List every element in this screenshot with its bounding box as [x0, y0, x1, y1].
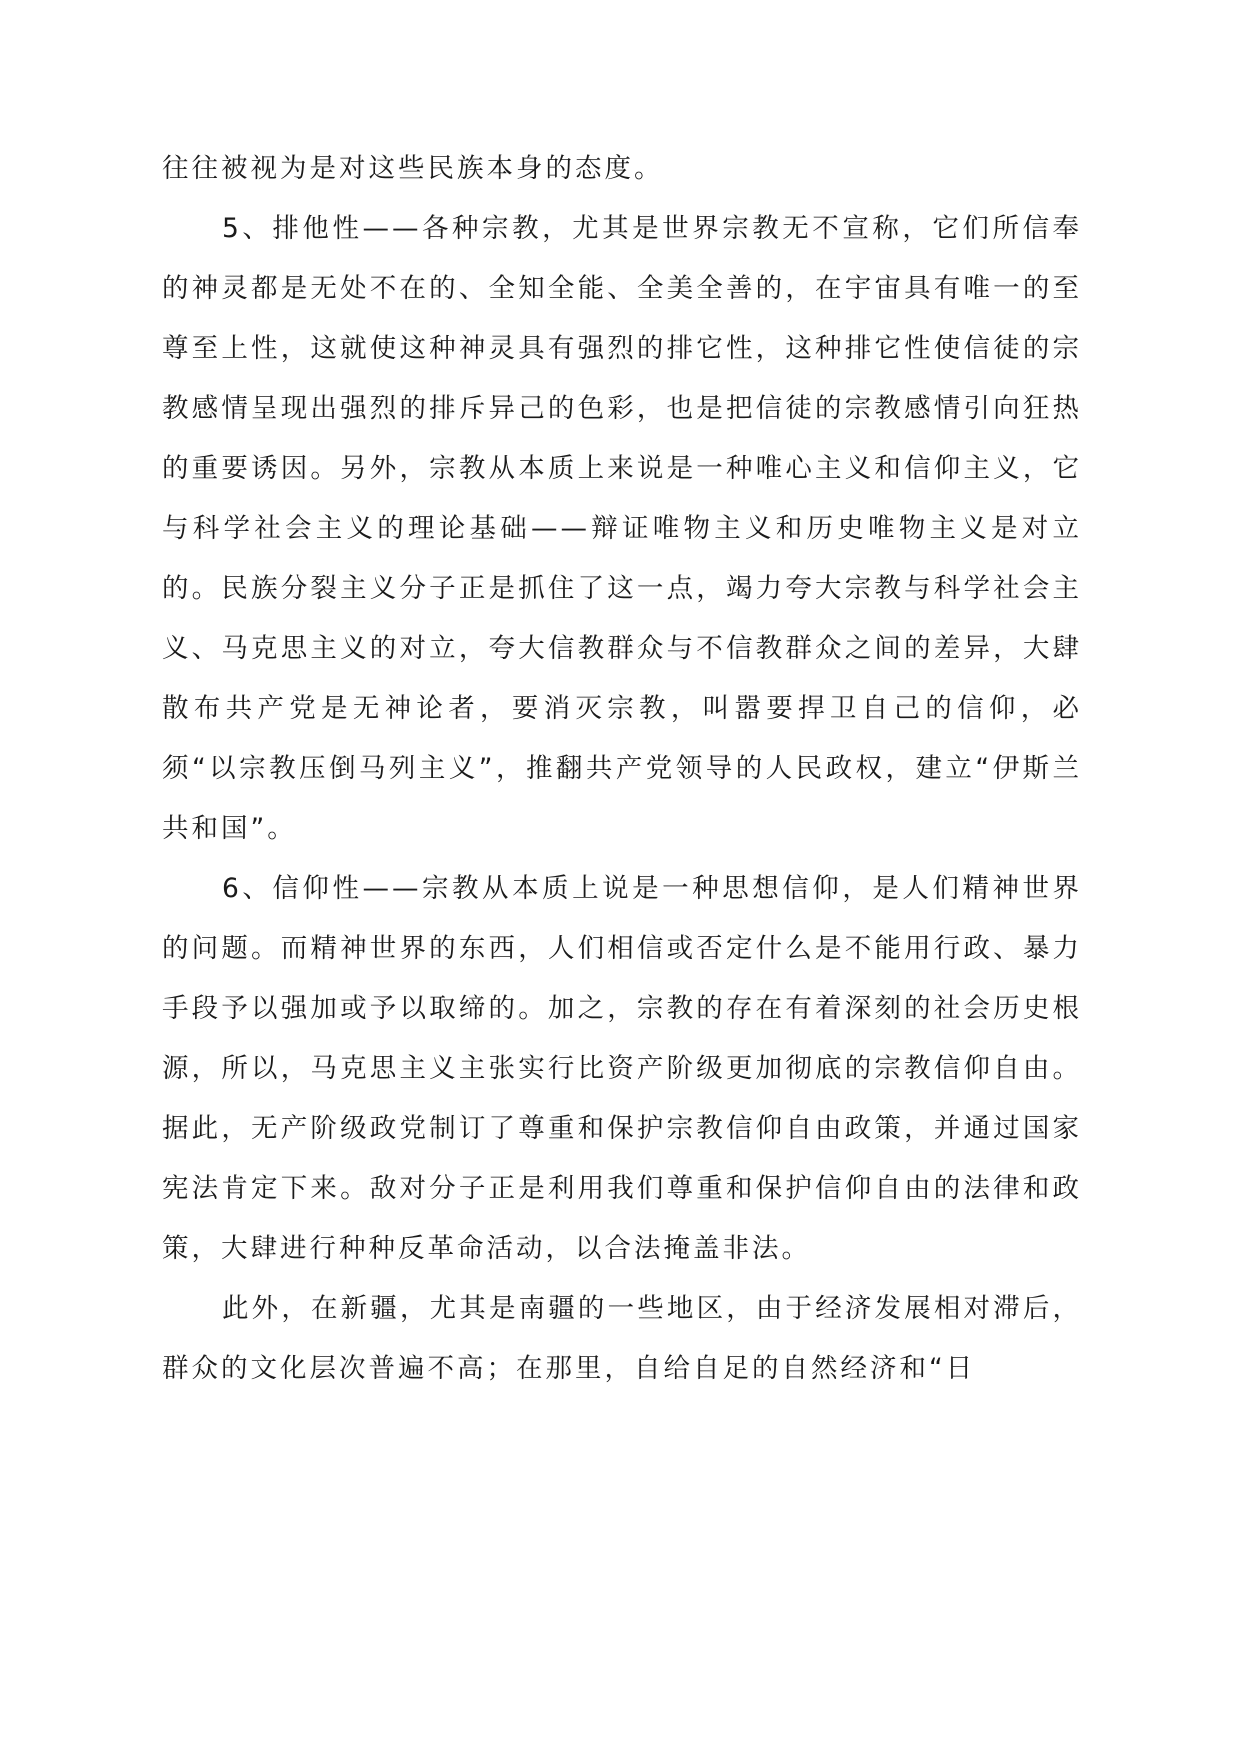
paragraph-exclusivity: 5、排他性——各种宗教，尤其是世界宗教无不宣称，它们所信奉的神灵都是无处不在的、全知全能、全美全善的，在宇宙具有唯一的至尊至上性，这就使这种神灵具有强烈的排它性，这种排它性使信徒的宗教感情呈现出强烈的排斥异己的色彩，也是把信徒的宗教感情引向狂热的重要诱因。另外，宗教从本质上来说是一种唯心主义和信仰主义，它与科学社会主义的理论基础——辩证唯物主义和历史唯物主义是对立的。民族分裂主义分子正是抓住了这一点，竭力夸大宗教与科学社会主义、马克思主义的对立，夸大信教群众与不信教群众之间的差异，大肆散布共产党是无神论者，要消灭宗教，叫嚣要捍卫自己的信仰，必须“以宗教压倒马列主义”，推翻共产党领导的人民政权，建立“伊斯兰共和国”。 — [162, 213, 1082, 844]
paragraph-additionally: 此外，在新疆，尤其是南疆的一些地区，由于经济发展相对滞后，群众的文化层次普遍不高；在那里，自给自足的自然经济和“日 — [162, 1293, 1082, 1384]
paragraph-continuation: 往往被视为是对这些民族本身的态度。 — [162, 153, 664, 184]
body-text — [162, 139, 1082, 1399]
paragraph-faith: 6、信仰性——宗教从本质上说是一种思想信仰，是人们精神世界的问题。而精神世界的东西，人们相信或否定什么是不能用行政、暴力手段予以强加或予以取缔的。加之，宗教的存在有着深刻的社会历史根源，所以，马克思主义主张实行比资产阶级更加彻底的宗教信仰自由。据此，无产阶级政党制订了尊重和保护宗教信仰自由政策，并通过国家宪法肯定下来。敌对分子正是利用我们尊重和保护信仰自由的法律和政策，大肆进行种种反革命活动，以合法掩盖非法。 — [162, 873, 1082, 1264]
